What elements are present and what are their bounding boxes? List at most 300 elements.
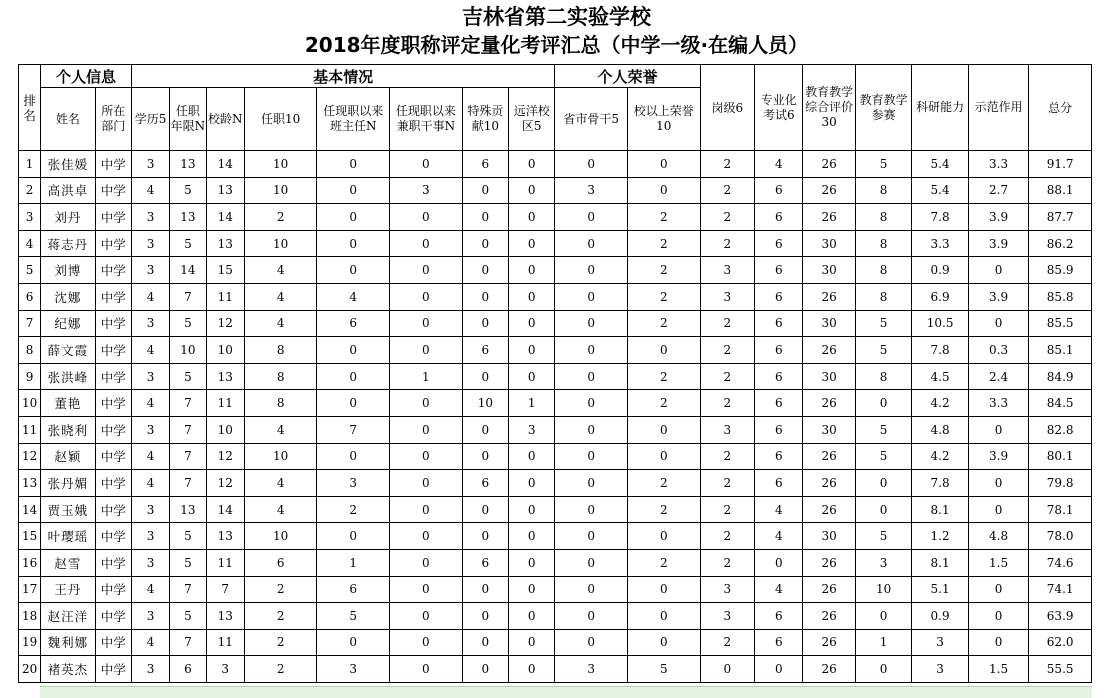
cell-total: 85.8 <box>1029 283 1092 310</box>
cell-total: 86.2 <box>1029 230 1092 257</box>
cell-years: 7 <box>170 629 206 656</box>
cell-remote: 0 <box>509 603 555 630</box>
cell-edu: 3 <box>131 416 169 443</box>
cell-edu: 3 <box>131 549 169 576</box>
cell-teaching-eval: 26 <box>803 204 855 231</box>
cell-name: 董艳 <box>41 390 95 417</box>
cell-post: 2 <box>700 523 754 550</box>
cell-exam: 4 <box>755 496 803 523</box>
cell-name: 叶璎瑶 <box>41 523 95 550</box>
table-row <box>19 496 1092 523</box>
cell-teaching-eval: 26 <box>803 549 855 576</box>
cell-dept: 中学 <box>95 629 131 656</box>
cell-research: 4.2 <box>912 443 968 470</box>
cell-remote: 0 <box>509 151 555 178</box>
cell-total: 78.0 <box>1029 523 1092 550</box>
cell-competition: 5 <box>855 337 911 364</box>
cell-rank: 10 <box>19 390 41 417</box>
cell-name: 纪娜 <box>41 310 95 337</box>
cell-research: 10.5 <box>912 310 968 337</box>
cell-research: 0.9 <box>912 257 968 284</box>
cell-rank: 18 <box>19 603 41 630</box>
cell-class-teacher: 6 <box>317 576 390 603</box>
cell-cadre: 0 <box>390 656 463 683</box>
cell-honor-above: 2 <box>628 363 701 390</box>
cell-teaching-eval: 26 <box>803 283 855 310</box>
cell-exam: 6 <box>755 257 803 284</box>
cell-exam: 6 <box>755 390 803 417</box>
cell-years: 5 <box>170 230 206 257</box>
cell-class-teacher: 0 <box>317 443 390 470</box>
cell-rank: 6 <box>19 283 41 310</box>
cell-cadre: 0 <box>390 310 463 337</box>
table-row <box>19 390 1092 417</box>
header-years-in-post: 任职年限N <box>170 88 206 151</box>
cell-class-teacher: 6 <box>317 310 390 337</box>
header-dept: 所在部门 <box>95 88 131 151</box>
cell-demo: 0 <box>968 576 1029 603</box>
cell-post: 2 <box>700 310 754 337</box>
cell-honor-above: 0 <box>628 151 701 178</box>
cell-class-teacher: 3 <box>317 656 390 683</box>
cell-class-teacher: 0 <box>317 337 390 364</box>
cell-dept: 中学 <box>95 390 131 417</box>
cell-edu: 4 <box>131 177 169 204</box>
cell-edu: 4 <box>131 470 169 497</box>
cell-exam: 6 <box>755 337 803 364</box>
score-table <box>18 64 1092 683</box>
table-body <box>19 151 1092 683</box>
cell-edu: 4 <box>131 390 169 417</box>
cell-honor-above: 5 <box>628 656 701 683</box>
cell-tenure: 4 <box>244 496 317 523</box>
cell-remote: 0 <box>509 177 555 204</box>
cell-rank: 14 <box>19 496 41 523</box>
cell-name: 赵颖 <box>41 443 95 470</box>
cell-tenure: 10 <box>244 523 317 550</box>
header-research: 科研能力 <box>912 65 968 151</box>
cell-teaching-eval: 26 <box>803 470 855 497</box>
table-row <box>19 151 1092 178</box>
cell-special: 0 <box>462 257 508 284</box>
cell-demo: 3.3 <box>968 390 1029 417</box>
cell-remote: 3 <box>509 416 555 443</box>
cell-school-age: 3 <box>206 656 244 683</box>
cell-name: 魏利娜 <box>41 629 95 656</box>
cell-years: 5 <box>170 523 206 550</box>
cell-demo: 0.3 <box>968 337 1029 364</box>
cell-demo: 3.9 <box>968 443 1029 470</box>
cell-edu: 3 <box>131 496 169 523</box>
cell-total: 78.1 <box>1029 496 1092 523</box>
cell-research: 8.1 <box>912 549 968 576</box>
table-row <box>19 656 1092 683</box>
cell-research: 7.8 <box>912 337 968 364</box>
cell-edu: 3 <box>131 523 169 550</box>
cell-teaching-eval: 26 <box>803 656 855 683</box>
cell-rank: 15 <box>19 523 41 550</box>
cell-school-age: 13 <box>206 177 244 204</box>
cell-edu: 3 <box>131 230 169 257</box>
cell-rank: 16 <box>19 549 41 576</box>
cell-name: 高洪卓 <box>41 177 95 204</box>
table-row <box>19 204 1092 231</box>
cell-post: 2 <box>700 390 754 417</box>
cell-competition: 0 <box>855 496 911 523</box>
cell-backbone: 0 <box>555 576 628 603</box>
cell-remote: 0 <box>509 283 555 310</box>
cell-name: 褚英杰 <box>41 656 95 683</box>
cell-total: 55.5 <box>1029 656 1092 683</box>
cell-exam: 6 <box>755 443 803 470</box>
cell-dept: 中学 <box>95 310 131 337</box>
cell-tenure: 10 <box>244 230 317 257</box>
cell-demo: 0 <box>968 496 1029 523</box>
cell-exam: 6 <box>755 204 803 231</box>
header-name: 姓名 <box>41 88 95 151</box>
cell-honor-above: 2 <box>628 257 701 284</box>
cell-research: 0.9 <box>912 603 968 630</box>
cell-cadre: 0 <box>390 549 463 576</box>
cell-school-age: 14 <box>206 151 244 178</box>
cell-cadre: 0 <box>390 576 463 603</box>
cell-exam: 0 <box>755 656 803 683</box>
header-class-teacher: 任现职以来班主任N <box>317 88 390 151</box>
cell-cadre: 0 <box>390 603 463 630</box>
cell-dept: 中学 <box>95 337 131 364</box>
cell-teaching-eval: 26 <box>803 337 855 364</box>
cell-years: 5 <box>170 549 206 576</box>
cell-teaching-eval: 26 <box>803 576 855 603</box>
cell-rank: 4 <box>19 230 41 257</box>
cell-years: 14 <box>170 257 206 284</box>
cell-competition: 5 <box>855 523 911 550</box>
cell-competition: 8 <box>855 283 911 310</box>
cell-dept: 中学 <box>95 283 131 310</box>
header-exam: 专业化考试6 <box>755 65 803 151</box>
cell-competition: 8 <box>855 177 911 204</box>
cell-post: 2 <box>700 470 754 497</box>
cell-special: 6 <box>462 337 508 364</box>
sheet-bottom-strip <box>40 686 1092 698</box>
cell-backbone: 0 <box>555 230 628 257</box>
cell-exam: 4 <box>755 523 803 550</box>
cell-rank: 8 <box>19 337 41 364</box>
header-teaching-eval: 教育教学综合评价30 <box>803 65 855 151</box>
cell-demo: 3.9 <box>968 230 1029 257</box>
cell-post: 2 <box>700 204 754 231</box>
cell-total: 85.1 <box>1029 337 1092 364</box>
cell-special: 0 <box>462 629 508 656</box>
cell-teaching-eval: 26 <box>803 496 855 523</box>
cell-school-age: 12 <box>206 443 244 470</box>
cell-class-teacher: 4 <box>317 283 390 310</box>
cell-demo: 1.5 <box>968 549 1029 576</box>
cell-class-teacher: 7 <box>317 416 390 443</box>
cell-class-teacher: 0 <box>317 230 390 257</box>
cell-name: 蒋志丹 <box>41 230 95 257</box>
cell-class-teacher: 0 <box>317 151 390 178</box>
cell-remote: 0 <box>509 363 555 390</box>
cell-name: 刘丹 <box>41 204 95 231</box>
cell-post: 2 <box>700 337 754 364</box>
cell-teaching-eval: 30 <box>803 230 855 257</box>
cell-edu: 3 <box>131 363 169 390</box>
cell-name: 刘博 <box>41 257 95 284</box>
table-row <box>19 629 1092 656</box>
cell-tenure: 2 <box>244 204 317 231</box>
cell-rank: 11 <box>19 416 41 443</box>
cell-edu: 3 <box>131 257 169 284</box>
cell-remote: 0 <box>509 443 555 470</box>
cell-post: 2 <box>700 496 754 523</box>
table-row <box>19 549 1092 576</box>
cell-cadre: 0 <box>390 496 463 523</box>
cell-demo: 0 <box>968 603 1029 630</box>
cell-school-age: 13 <box>206 363 244 390</box>
cell-post: 2 <box>700 549 754 576</box>
cell-honor-above: 0 <box>628 603 701 630</box>
cell-honor-above: 0 <box>628 576 701 603</box>
cell-school-age: 10 <box>206 337 244 364</box>
cell-special: 0 <box>462 416 508 443</box>
cell-years: 10 <box>170 337 206 364</box>
cell-backbone: 0 <box>555 496 628 523</box>
cell-cadre: 0 <box>390 629 463 656</box>
cell-teaching-eval: 26 <box>803 603 855 630</box>
table-row <box>19 363 1092 390</box>
cell-years: 6 <box>170 656 206 683</box>
cell-remote: 0 <box>509 230 555 257</box>
table-row <box>19 337 1092 364</box>
cell-special: 0 <box>462 496 508 523</box>
table-row <box>19 603 1092 630</box>
cell-cadre: 0 <box>390 257 463 284</box>
table-row <box>19 310 1092 337</box>
cell-edu: 3 <box>131 151 169 178</box>
cell-post: 2 <box>700 629 754 656</box>
cell-tenure: 4 <box>244 257 317 284</box>
cell-teaching-eval: 30 <box>803 257 855 284</box>
cell-research: 8.1 <box>912 496 968 523</box>
cell-edu: 3 <box>131 310 169 337</box>
cell-years: 13 <box>170 151 206 178</box>
cell-school-age: 10 <box>206 416 244 443</box>
cell-remote: 1 <box>509 390 555 417</box>
cell-research: 1.2 <box>912 523 968 550</box>
cell-honor-above: 0 <box>628 523 701 550</box>
cell-total: 82.8 <box>1029 416 1092 443</box>
cell-tenure: 4 <box>244 283 317 310</box>
cell-school-age: 15 <box>206 257 244 284</box>
cell-special: 0 <box>462 443 508 470</box>
cell-name: 贾玉娥 <box>41 496 95 523</box>
cell-demo: 3.9 <box>968 283 1029 310</box>
school-title: 吉林省第二实验学校 <box>462 5 651 29</box>
cell-competition: 1 <box>855 629 911 656</box>
cell-honor-above: 2 <box>628 470 701 497</box>
cell-competition: 5 <box>855 151 911 178</box>
cell-remote: 0 <box>509 470 555 497</box>
cell-total: 63.9 <box>1029 603 1092 630</box>
group-honors: 个人荣誉 <box>555 65 700 88</box>
cell-demo: 3.9 <box>968 204 1029 231</box>
cell-competition: 10 <box>855 576 911 603</box>
cell-school-age: 11 <box>206 283 244 310</box>
cell-backbone: 0 <box>555 257 628 284</box>
cell-edu: 4 <box>131 337 169 364</box>
cell-name: 张洪峰 <box>41 363 95 390</box>
cell-backbone: 0 <box>555 151 628 178</box>
cell-post: 2 <box>700 151 754 178</box>
cell-cadre: 0 <box>390 151 463 178</box>
cell-tenure: 6 <box>244 549 317 576</box>
cell-post: 3 <box>700 576 754 603</box>
cell-edu: 4 <box>131 443 169 470</box>
cell-years: 7 <box>170 470 206 497</box>
header-backbone: 省市骨干5 <box>555 88 628 151</box>
cell-competition: 8 <box>855 257 911 284</box>
cell-dept: 中学 <box>95 151 131 178</box>
cell-tenure: 4 <box>244 310 317 337</box>
cell-competition: 5 <box>855 310 911 337</box>
cell-competition: 0 <box>855 656 911 683</box>
cell-dept: 中学 <box>95 363 131 390</box>
cell-backbone: 0 <box>555 310 628 337</box>
cell-tenure: 10 <box>244 177 317 204</box>
cell-competition: 0 <box>855 470 911 497</box>
cell-honor-above: 0 <box>628 629 701 656</box>
cell-honor-above: 2 <box>628 283 701 310</box>
cell-research: 7.8 <box>912 204 968 231</box>
header-post: 岗级6 <box>700 65 754 151</box>
cell-years: 7 <box>170 443 206 470</box>
cell-post: 3 <box>700 257 754 284</box>
table-row <box>19 576 1092 603</box>
cell-dept: 中学 <box>95 576 131 603</box>
cell-post: 0 <box>700 656 754 683</box>
cell-tenure: 2 <box>244 629 317 656</box>
cell-tenure: 4 <box>244 470 317 497</box>
cell-special: 10 <box>462 390 508 417</box>
cell-years: 7 <box>170 283 206 310</box>
cell-total: 87.7 <box>1029 204 1092 231</box>
cell-remote: 0 <box>509 656 555 683</box>
cell-teaching-eval: 30 <box>803 363 855 390</box>
cell-backbone: 0 <box>555 549 628 576</box>
cell-remote: 0 <box>509 257 555 284</box>
cell-exam: 6 <box>755 603 803 630</box>
cell-edu: 4 <box>131 576 169 603</box>
cell-demo: 2.7 <box>968 177 1029 204</box>
cell-total: 74.6 <box>1029 549 1092 576</box>
cell-school-age: 7 <box>206 576 244 603</box>
cell-remote: 0 <box>509 204 555 231</box>
cell-tenure: 10 <box>244 151 317 178</box>
cell-school-age: 12 <box>206 310 244 337</box>
cell-honor-above: 2 <box>628 549 701 576</box>
cell-cadre: 3 <box>390 177 463 204</box>
cell-class-teacher: 3 <box>317 470 390 497</box>
header-cadre: 任现职以来兼职干事N <box>390 88 463 151</box>
cell-exam: 6 <box>755 310 803 337</box>
cell-demo: 0 <box>968 416 1029 443</box>
cell-exam: 6 <box>755 416 803 443</box>
cell-name: 张丹媚 <box>41 470 95 497</box>
cell-rank: 7 <box>19 310 41 337</box>
cell-special: 0 <box>462 656 508 683</box>
cell-exam: 4 <box>755 151 803 178</box>
cell-backbone: 0 <box>555 204 628 231</box>
cell-years: 7 <box>170 390 206 417</box>
cell-dept: 中学 <box>95 496 131 523</box>
cell-special: 0 <box>462 603 508 630</box>
cell-teaching-eval: 30 <box>803 523 855 550</box>
cell-tenure: 2 <box>244 576 317 603</box>
cell-honor-above: 2 <box>628 230 701 257</box>
cell-demo: 0 <box>968 310 1029 337</box>
table-row <box>19 416 1092 443</box>
cell-edu: 3 <box>131 656 169 683</box>
cell-exam: 6 <box>755 363 803 390</box>
cell-research: 3 <box>912 629 968 656</box>
cell-honor-above: 2 <box>628 310 701 337</box>
header-competition: 教育教学参赛 <box>855 65 911 151</box>
cell-honor-above: 0 <box>628 443 701 470</box>
cell-demo: 2.4 <box>968 363 1029 390</box>
cell-name: 沈娜 <box>41 283 95 310</box>
cell-dept: 中学 <box>95 549 131 576</box>
cell-name: 赵雪 <box>41 549 95 576</box>
cell-backbone: 0 <box>555 390 628 417</box>
header-tenure: 任职10 <box>244 88 317 151</box>
cell-tenure: 8 <box>244 390 317 417</box>
cell-rank: 17 <box>19 576 41 603</box>
cell-years: 5 <box>170 603 206 630</box>
cell-cadre: 0 <box>390 523 463 550</box>
cell-research: 4.2 <box>912 390 968 417</box>
table-row <box>19 283 1092 310</box>
cell-demo: 0 <box>968 470 1029 497</box>
cell-dept: 中学 <box>95 257 131 284</box>
cell-remote: 0 <box>509 523 555 550</box>
cell-cadre: 0 <box>390 230 463 257</box>
cell-class-teacher: 1 <box>317 549 390 576</box>
cell-total: 80.1 <box>1029 443 1092 470</box>
cell-research: 3 <box>912 656 968 683</box>
cell-remote: 0 <box>509 496 555 523</box>
cell-dept: 中学 <box>95 523 131 550</box>
cell-backbone: 0 <box>555 603 628 630</box>
cell-dept: 中学 <box>95 416 131 443</box>
cell-exam: 6 <box>755 177 803 204</box>
cell-school-age: 13 <box>206 230 244 257</box>
cell-rank: 20 <box>19 656 41 683</box>
cell-name: 赵汪洋 <box>41 603 95 630</box>
table-row <box>19 443 1092 470</box>
cell-class-teacher: 0 <box>317 257 390 284</box>
cell-school-age: 13 <box>206 523 244 550</box>
cell-total: 79.8 <box>1029 470 1092 497</box>
cell-demo: 3.3 <box>968 151 1029 178</box>
group-personal-info: 个人信息 <box>41 65 132 88</box>
cell-competition: 0 <box>855 603 911 630</box>
cell-research: 3.3 <box>912 230 968 257</box>
cell-honor-above: 2 <box>628 390 701 417</box>
cell-tenure: 8 <box>244 363 317 390</box>
cell-name: 薛文霞 <box>41 337 95 364</box>
cell-edu: 4 <box>131 629 169 656</box>
